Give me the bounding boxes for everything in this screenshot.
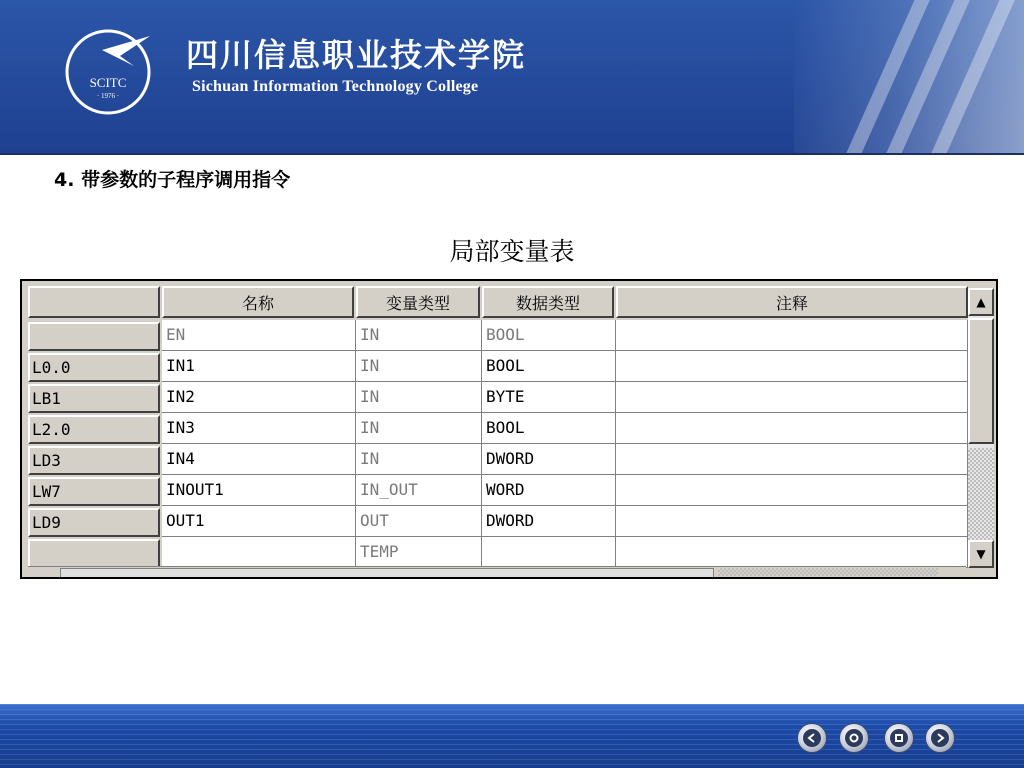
cell-comment[interactable] — [616, 475, 968, 506]
cell-name[interactable]: IN1 — [162, 351, 356, 382]
school-name-cn: 四川信息职业技术学院 — [186, 36, 527, 74]
nav-menu-button[interactable] — [884, 723, 914, 753]
cell-comment[interactable] — [616, 537, 968, 568]
cell-data-type[interactable]: DWORD — [482, 506, 616, 537]
cell-comment[interactable] — [616, 413, 968, 444]
header-decoration — [794, 0, 1024, 153]
nav-home-button[interactable] — [839, 723, 869, 753]
nav-forward-button[interactable] — [925, 723, 955, 753]
logo-text: SCITC — [89, 75, 127, 90]
cell-var-type[interactable]: IN — [356, 351, 482, 382]
cell-data-type[interactable]: BOOL — [482, 413, 616, 444]
row-address[interactable]: LD3 — [28, 446, 160, 475]
cell-name[interactable]: IN2 — [162, 382, 356, 413]
cell-data-type[interactable]: DWORD — [482, 444, 616, 475]
cell-var-type[interactable]: IN — [356, 444, 482, 475]
cell-var-type[interactable]: IN — [356, 382, 482, 413]
college-logo — [62, 26, 154, 118]
cell-name[interactable]: IN3 — [162, 413, 356, 444]
cell-data-type[interactable]: BOOL — [482, 320, 616, 351]
cell-var-type[interactable]: TEMP — [356, 537, 482, 568]
cell-var-type[interactable]: OUT — [356, 506, 482, 537]
header-divider — [0, 153, 1024, 155]
column-header-data-type[interactable]: 数据类型 — [482, 286, 614, 318]
corner-header — [28, 286, 160, 318]
cell-var-type[interactable]: IN_OUT — [356, 475, 482, 506]
column-header-name[interactable]: 名称 — [162, 286, 354, 318]
logo-year: · 1976 · — [96, 92, 120, 100]
horizontal-scroll-track[interactable] — [718, 568, 938, 576]
row-address[interactable]: LB1 — [28, 384, 160, 413]
cell-var-type[interactable]: IN — [356, 320, 482, 351]
cell-name[interactable]: INOUT1 — [162, 475, 356, 506]
cell-comment[interactable] — [616, 320, 968, 351]
scroll-down-button[interactable] — [968, 540, 994, 568]
forward-icon — [931, 729, 949, 747]
column-header-comment[interactable]: 注释 — [616, 286, 968, 318]
section-title-text: 带参数的子程序调用指令 — [81, 169, 291, 191]
column-header-var-type[interactable]: 变量类型 — [356, 286, 480, 318]
row-address[interactable] — [28, 539, 160, 568]
row-address[interactable] — [28, 322, 160, 351]
row-address[interactable]: L2.0 — [28, 415, 160, 444]
cell-comment[interactable] — [616, 382, 968, 413]
cell-var-type[interactable]: IN — [356, 413, 482, 444]
cell-comment[interactable] — [616, 444, 968, 475]
footer-bar — [0, 704, 1024, 768]
nav-back-button[interactable] — [797, 723, 827, 753]
cell-data-type[interactable]: BYTE — [482, 382, 616, 413]
row-address[interactable]: L0.0 — [28, 353, 160, 382]
vertical-scrollbar[interactable] — [968, 288, 994, 568]
horizontal-scroll-thumb[interactable] — [60, 568, 714, 578]
header-banner — [0, 0, 1024, 153]
cell-data-type[interactable] — [482, 537, 616, 568]
cell-name[interactable]: OUT1 — [162, 506, 356, 537]
scroll-up-button[interactable] — [968, 288, 994, 316]
cell-name[interactable] — [162, 537, 356, 568]
menu-icon — [890, 729, 908, 747]
row-address[interactable]: LD9 — [28, 508, 160, 537]
vertical-scroll-thumb[interactable] — [968, 318, 994, 444]
local-variable-table — [20, 279, 998, 579]
section-number: 4. — [54, 169, 75, 191]
arrow-down-icon: ▼ — [976, 547, 986, 561]
arrow-up-icon: ▲ — [976, 295, 986, 309]
footer-texture — [0, 704, 1024, 768]
cell-data-type[interactable]: WORD — [482, 475, 616, 506]
home-icon — [845, 729, 863, 747]
section-title — [54, 165, 290, 192]
horizontal-scrollbar[interactable] — [28, 566, 966, 577]
cell-name[interactable]: EN — [162, 320, 356, 351]
table-caption: 局部变量表 — [449, 237, 575, 266]
cell-name[interactable]: IN4 — [162, 444, 356, 475]
back-icon — [803, 729, 821, 747]
row-address[interactable]: LW7 — [28, 477, 160, 506]
school-name-en: Sichuan Information Technology College — [192, 78, 479, 95]
vertical-scroll-track[interactable] — [968, 448, 994, 546]
cell-comment[interactable] — [616, 506, 968, 537]
cell-comment[interactable] — [616, 351, 968, 382]
cell-data-type[interactable]: BOOL — [482, 351, 616, 382]
